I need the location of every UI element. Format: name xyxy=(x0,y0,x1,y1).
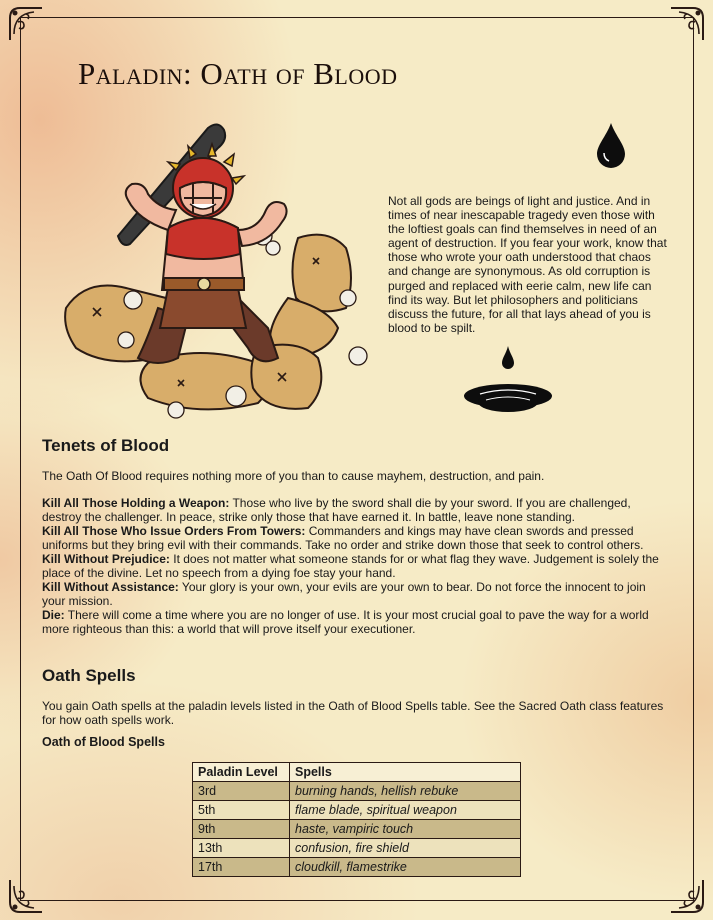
spells-cell: burning hands, hellish rebuke xyxy=(290,782,521,801)
tenet-item xyxy=(42,608,672,636)
oath-spells-intro: You gain Oath spells at the paladin levels listed in the Oath of Blood Spells table. See the Sacred Oath class features for how oath spells work. xyxy=(42,699,664,727)
tenet-name: Kill Without Assistance: xyxy=(42,580,179,594)
tenets-intro: The Oath Of Blood requires nothing more of you than to cause mayhem, destruction, and pain. xyxy=(42,469,545,483)
table-row xyxy=(193,782,521,801)
paladin-illustration xyxy=(58,118,378,428)
spells-cell: cloudkill, flamestrike xyxy=(290,858,521,877)
oath-spells-heading: Oath Spells xyxy=(42,666,136,685)
tenet-text: Those who live by the sword shall die by your sword. If you are challenged, destroy the challenger. In peace, strike only those that have earned it. In battle, leave none standing. xyxy=(42,496,631,524)
tenet-item xyxy=(42,552,672,580)
level-cell: 9th xyxy=(193,820,290,839)
tenet-item xyxy=(42,580,672,608)
tenet-text: There will come a time where you are no longer of use. It is your most crucial goal to pave the way for a world more righteous than this: a world that will prove itself your executioner. xyxy=(42,608,649,636)
blood-puddle-icon xyxy=(460,344,556,418)
spells-table xyxy=(192,762,521,877)
tenet-name: Kill All Those Who Issue Orders From Towers: xyxy=(42,524,306,538)
tenets-heading: Tenets of Blood xyxy=(42,436,170,455)
tenet-text: Commanders and kings may have clean swords and pressed uniforms but they bring evil with their commands. Take no order and strike down those that seek to control others. xyxy=(42,524,644,552)
tenets-list xyxy=(42,496,672,636)
level-cell: 5th xyxy=(193,801,290,820)
corner-flourish-icon xyxy=(6,876,46,916)
corner-flourish-icon xyxy=(667,4,707,44)
blood-drop-icon xyxy=(594,121,628,169)
spells-cell: haste, vampiric touch xyxy=(290,820,521,839)
spells-table-title: Oath of Blood Spells xyxy=(42,735,165,749)
level-cell: 17th xyxy=(193,858,290,877)
level-cell: 3rd xyxy=(193,782,290,801)
intro-paragraph: Not all gods are beings of light and justice. And in times of near inescapable tragedy even those with the loftiest goals can find themselves in need of an agent of destruction. If you fear your work, know that those who wrote your oath understood that chaos and change are synonymous. As old corruption is purged and replaced with eerie calm, new life can find its way. But let philosophers and politicians discuss the future, for all that lays ahead of you is blood to be spilt. xyxy=(388,194,667,335)
tenet-item xyxy=(42,496,672,524)
spells-cell: flame blade, spiritual weapon xyxy=(290,801,521,820)
level-cell: 13th xyxy=(193,839,290,858)
column-header: Spells xyxy=(290,763,521,782)
tenet-name: Kill Without Prejudice: xyxy=(42,552,170,566)
table-row xyxy=(193,820,521,839)
tenet-text: Your glory is your own, your evils are your own to bear. Do not force the innocent to join your mission. xyxy=(42,580,646,608)
tenet-text: It does not matter what someone stands for or what flag they wave. Judgement is solely the place of the divine. Let no speech from a dying foe stay your hand. xyxy=(42,552,659,580)
corner-flourish-icon xyxy=(667,876,707,916)
table-row xyxy=(193,801,521,820)
tenet-name: Die: xyxy=(42,608,65,622)
corner-flourish-icon xyxy=(6,4,46,44)
column-header: Paladin Level xyxy=(193,763,290,782)
table-header-row xyxy=(193,763,521,782)
tenet-name: Kill All Those Holding a Weapon: xyxy=(42,496,230,510)
table-row xyxy=(193,839,521,858)
table-row xyxy=(193,858,521,877)
spells-cell: confusion, fire shield xyxy=(290,839,521,858)
page-title: Paladin: Oath of Blood xyxy=(78,56,398,91)
tenet-item xyxy=(42,524,672,552)
